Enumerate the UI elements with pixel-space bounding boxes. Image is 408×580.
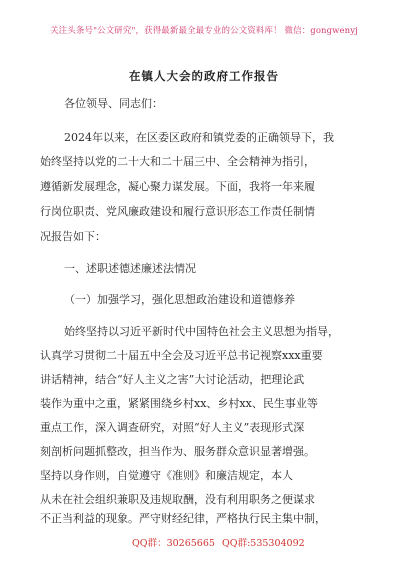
paragraph-line: 行岗位职责、党风廉政建设和履行意识形态工作责任制情 (40, 205, 315, 218)
paragraph-line: 始终坚持以习近平新时代中国特色社会主义思想为指导， (64, 325, 339, 338)
paragraph-line: 重点工作，深入调查研究，对照“好人主义”表现形式深 (40, 421, 305, 434)
qq-group-2: QQ群:535304092 (222, 538, 305, 549)
paragraph-line: 从未在社会组织兼职及违规取酬，没有利用职务之便谋求 (40, 493, 315, 506)
paragraph-line: 讲话精神，结合“好人主义之害”大讨论活动，把理论武 (40, 373, 305, 386)
paragraph-line: 况报告如下： (40, 230, 106, 243)
paragraph-line: 装作为重中之重，紧紧围绕乡村xx、乡村xx、民生事业等 (40, 397, 318, 410)
qq-group-1: QQ群：30265665 (132, 538, 215, 549)
salutation: 各位领导、同志们： (64, 97, 163, 110)
paragraph-line: 不正当利益的现象。严守财经纪律，严格执行民主集中制， (40, 512, 326, 525)
paragraph-line: 2024年以来，在区委区政府和镇党委的正确领导下，我 (64, 131, 334, 144)
header-banner: 关注头条号"公文研究"，获得最新最全最专业的公文资料库！ 微信：gongwenyj (50, 26, 358, 36)
document-title: 在镇人大会的政府工作报告 (129, 69, 279, 83)
paragraph-line: 认真学习贯彻二十届五中全会及习近平总书记视察xxx重要 (40, 349, 323, 362)
paragraph-line: 遵循新发展理念，凝心聚力谋发展。下面，我将一年来履 (40, 180, 315, 193)
section-heading: 一、述职述德述廉述法情况 (64, 262, 196, 275)
paragraph-line: 坚持以身作则，自觉遵守《准则》和廉洁规定，本人 (40, 469, 293, 482)
paragraph-line: 始终坚持以党的二十大和二十届三中、全会精神为指引， (40, 155, 315, 168)
subsection-heading: （一）加强学习，强化思想政治建设和道德修养 (64, 293, 295, 306)
paragraph-line: 刻剖析问题抓整改，担当作为、服务群众意识显著增强。 (40, 445, 315, 458)
